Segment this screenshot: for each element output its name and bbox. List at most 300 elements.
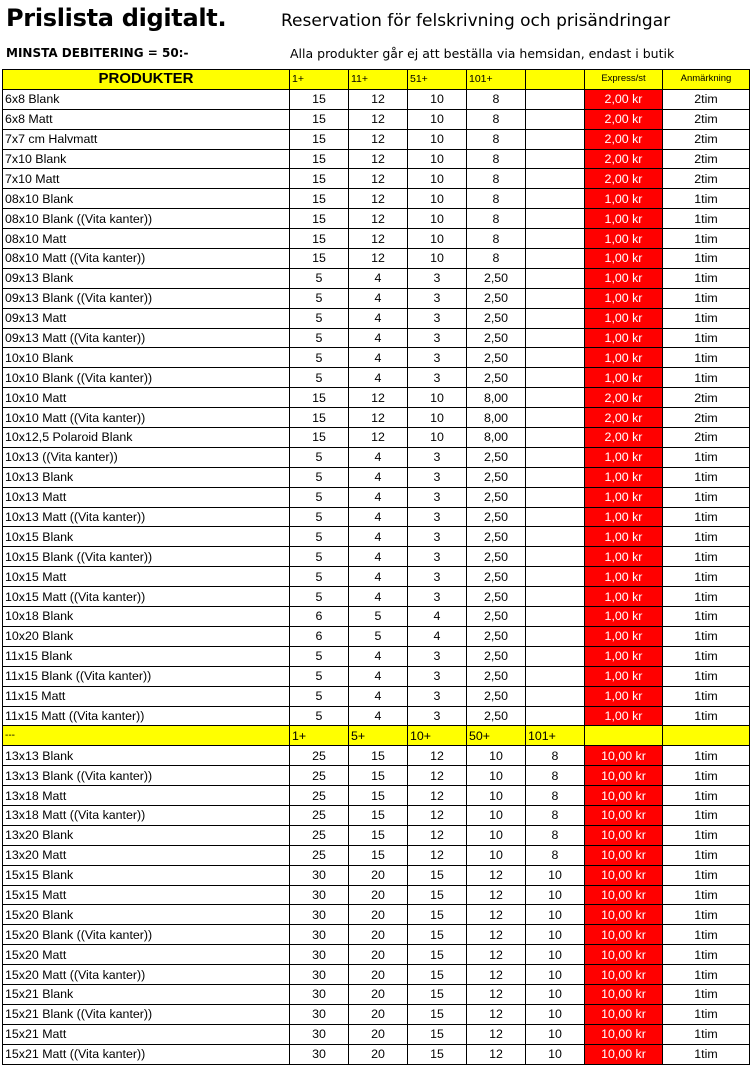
product-name: 11x15 Blank ((Vita kanter)) <box>3 666 290 686</box>
price-tier-5: 10 <box>526 905 585 925</box>
remark: 1tim <box>663 308 750 328</box>
price-tier-3: 10 <box>408 229 467 249</box>
price-tier-3: 3 <box>408 507 467 527</box>
price-tier-3: 15 <box>408 925 467 945</box>
table-row <box>3 249 750 269</box>
price-tier-3: 12 <box>408 805 467 825</box>
price-tier-3: 3 <box>408 308 467 328</box>
product-name: 13x18 Matt <box>3 786 290 806</box>
remark: 1tim <box>663 288 750 308</box>
remark: 1tim <box>663 229 750 249</box>
price-tier-5 <box>526 268 585 288</box>
price-tier-2: 12 <box>349 229 408 249</box>
product-name: 11x15 Matt ((Vita kanter)) <box>3 706 290 726</box>
header-tier-3: 51+ <box>408 70 467 90</box>
price-tier-3: 10 <box>408 249 467 269</box>
price-tier-5 <box>526 189 585 209</box>
price-tier-4: 2,50 <box>467 527 526 547</box>
product-name: 15x20 Blank ((Vita kanter)) <box>3 925 290 945</box>
product-name: 10x20 Blank <box>3 626 290 646</box>
express-price: 1,00 kr <box>585 229 663 249</box>
table-row <box>3 408 750 428</box>
product-name: 09x13 Matt <box>3 308 290 328</box>
price-tier-4: 12 <box>467 965 526 985</box>
price-table <box>2 69 750 1065</box>
price-tier-4: 2,50 <box>467 328 526 348</box>
express-price: 10,00 kr <box>585 885 663 905</box>
price-tier-3: 12 <box>408 825 467 845</box>
product-name: 10x13 ((Vita kanter)) <box>3 447 290 467</box>
price-tier-5 <box>526 229 585 249</box>
product-name: 15x20 Matt ((Vita kanter)) <box>3 965 290 985</box>
price-tier-2: 20 <box>349 965 408 985</box>
price-tier-5 <box>526 388 585 408</box>
price-tier-1: 30 <box>290 925 349 945</box>
price-tier-5 <box>526 686 585 706</box>
price-tier-4: 12 <box>467 1024 526 1044</box>
express-price: 2,00 kr <box>585 169 663 189</box>
price-tier-3: 15 <box>408 984 467 1004</box>
remark: 1tim <box>663 965 750 985</box>
product-name: 7x10 Blank <box>3 149 290 169</box>
remark: 1tim <box>663 746 750 766</box>
price-tier-2: 15 <box>349 805 408 825</box>
price-tier-2: 4 <box>349 308 408 328</box>
price-tier-1: 30 <box>290 905 349 925</box>
price-tier-4: 2,50 <box>467 587 526 607</box>
price-tier-2: 4 <box>349 328 408 348</box>
price-tier-1: 5 <box>290 646 349 666</box>
price-tier-5: 8 <box>526 825 585 845</box>
price-tier-2: 12 <box>349 189 408 209</box>
price-tier-3: 15 <box>408 1024 467 1044</box>
express-price: 1,00 kr <box>585 686 663 706</box>
express-price: 1,00 kr <box>585 288 663 308</box>
price-tier-4: 12 <box>467 865 526 885</box>
price-tier-4: 2,50 <box>467 547 526 567</box>
express-price: 1,00 kr <box>585 607 663 627</box>
table-row <box>3 288 750 308</box>
price-tier-3: 3 <box>408 487 467 507</box>
price-tier-2: 4 <box>349 268 408 288</box>
price-tier-4: 8,00 <box>467 408 526 428</box>
table-row <box>3 229 750 249</box>
remark: 1tim <box>663 1004 750 1024</box>
price-tier-1: 30 <box>290 865 349 885</box>
price-tier-1: 15 <box>290 149 349 169</box>
price-tier-5 <box>526 487 585 507</box>
remark: 1tim <box>663 348 750 368</box>
price-tier-2: 12 <box>349 209 408 229</box>
price-tier-4: 2,50 <box>467 467 526 487</box>
price-tier-5 <box>526 467 585 487</box>
remark: 1tim <box>663 666 750 686</box>
product-name: 13x18 Matt ((Vita kanter)) <box>3 805 290 825</box>
express-price: 1,00 kr <box>585 507 663 527</box>
price-tier-1: 5 <box>290 308 349 328</box>
price-tier-4: 2,50 <box>467 646 526 666</box>
ordering-note: Alla produkter går ej att beställa via hemsidan, endast i butik <box>290 46 675 61</box>
price-tier-3: 15 <box>408 965 467 985</box>
price-tier-2: 12 <box>349 408 408 428</box>
subheader-remark <box>663 726 750 746</box>
price-tier-3: 3 <box>408 328 467 348</box>
table-row <box>3 825 750 845</box>
price-tier-5 <box>526 89 585 109</box>
express-price: 2,00 kr <box>585 388 663 408</box>
remark: 1tim <box>663 626 750 646</box>
table-row <box>3 348 750 368</box>
table-row <box>3 965 750 985</box>
table-row <box>3 487 750 507</box>
express-price: 1,00 kr <box>585 527 663 547</box>
price-tier-2: 15 <box>349 766 408 786</box>
price-tier-1: 15 <box>290 209 349 229</box>
price-tier-1: 5 <box>290 706 349 726</box>
price-tier-5 <box>526 646 585 666</box>
price-tier-2: 15 <box>349 845 408 865</box>
table-row <box>3 89 750 109</box>
price-tier-2: 15 <box>349 746 408 766</box>
price-tier-2: 12 <box>349 149 408 169</box>
express-price: 10,00 kr <box>585 786 663 806</box>
express-price: 10,00 kr <box>585 746 663 766</box>
price-tier-4: 12 <box>467 925 526 945</box>
price-tier-5 <box>526 328 585 348</box>
price-tier-3: 15 <box>408 945 467 965</box>
remark: 1tim <box>663 686 750 706</box>
product-name: 10x15 Blank ((Vita kanter)) <box>3 547 290 567</box>
price-tier-3: 3 <box>408 646 467 666</box>
price-tier-5 <box>526 109 585 129</box>
remark: 1tim <box>663 945 750 965</box>
price-tier-1: 30 <box>290 965 349 985</box>
express-price: 10,00 kr <box>585 1004 663 1024</box>
express-price: 1,00 kr <box>585 348 663 368</box>
price-tier-5: 10 <box>526 1004 585 1024</box>
express-price: 10,00 kr <box>585 1044 663 1064</box>
product-name: 10x15 Blank <box>3 527 290 547</box>
price-tier-3: 3 <box>408 288 467 308</box>
price-tier-5: 8 <box>526 805 585 825</box>
remark: 1tim <box>663 368 750 388</box>
price-tier-2: 4 <box>349 587 408 607</box>
page-title: Prislista digitalt. <box>6 4 227 32</box>
price-tier-2: 4 <box>349 447 408 467</box>
express-price: 2,00 kr <box>585 408 663 428</box>
price-tier-2: 12 <box>349 169 408 189</box>
remark: 1tim <box>663 189 750 209</box>
table-row <box>3 1024 750 1044</box>
price-tier-5 <box>526 666 585 686</box>
remark: 1tim <box>663 646 750 666</box>
price-tier-4: 2,50 <box>467 288 526 308</box>
price-tier-3: 10 <box>408 169 467 189</box>
price-tier-1: 25 <box>290 825 349 845</box>
product-name: 08x10 Matt ((Vita kanter)) <box>3 249 290 269</box>
price-tier-4: 10 <box>467 805 526 825</box>
price-tier-5: 8 <box>526 786 585 806</box>
price-tier-1: 15 <box>290 169 349 189</box>
header-express: Express/st <box>585 70 663 90</box>
price-tier-2: 15 <box>349 825 408 845</box>
express-price: 1,00 kr <box>585 467 663 487</box>
express-price: 1,00 kr <box>585 547 663 567</box>
express-price: 1,00 kr <box>585 308 663 328</box>
price-tier-4: 2,50 <box>467 368 526 388</box>
express-price: 10,00 kr <box>585 825 663 845</box>
price-tier-3: 10 <box>408 388 467 408</box>
price-tier-3: 3 <box>408 666 467 686</box>
price-tier-2: 20 <box>349 1024 408 1044</box>
price-tier-2: 12 <box>349 109 408 129</box>
remark: 1tim <box>663 1044 750 1064</box>
price-tier-5: 8 <box>526 845 585 865</box>
price-tier-2: 15 <box>349 786 408 806</box>
product-name: 15x15 Blank <box>3 865 290 885</box>
remark: 2tim <box>663 388 750 408</box>
price-tier-2: 4 <box>349 368 408 388</box>
product-name: 7x10 Matt <box>3 169 290 189</box>
price-tier-2: 12 <box>349 428 408 448</box>
product-name: 15x21 Matt ((Vita kanter)) <box>3 1044 290 1064</box>
price-tier-2: 12 <box>349 129 408 149</box>
price-tier-5 <box>526 607 585 627</box>
express-price: 1,00 kr <box>585 368 663 388</box>
product-name: 6x8 Blank <box>3 89 290 109</box>
remark: 1tim <box>663 885 750 905</box>
price-tier-1: 15 <box>290 129 349 149</box>
price-tier-5 <box>526 447 585 467</box>
table-row <box>3 945 750 965</box>
table-row <box>3 209 750 229</box>
table-row <box>3 527 750 547</box>
price-tier-2: 20 <box>349 925 408 945</box>
product-name: 09x13 Blank ((Vita kanter)) <box>3 288 290 308</box>
product-name: 08x10 Blank ((Vita kanter)) <box>3 209 290 229</box>
price-tier-2: 4 <box>349 646 408 666</box>
price-tier-4: 10 <box>467 766 526 786</box>
remark: 1tim <box>663 825 750 845</box>
subheader-t1: 1+ <box>290 726 349 746</box>
table-row <box>3 129 750 149</box>
table-row <box>3 845 750 865</box>
price-tier-4: 10 <box>467 825 526 845</box>
price-tier-3: 12 <box>408 766 467 786</box>
price-tier-3: 3 <box>408 567 467 587</box>
price-tier-4: 2,50 <box>467 507 526 527</box>
price-tier-1: 6 <box>290 626 349 646</box>
subheader-products: --- <box>3 726 290 746</box>
price-tier-5 <box>526 169 585 189</box>
price-tier-4: 12 <box>467 905 526 925</box>
price-tier-1: 15 <box>290 249 349 269</box>
price-tier-3: 10 <box>408 408 467 428</box>
product-name: 10x15 Matt <box>3 567 290 587</box>
table-row <box>3 626 750 646</box>
price-tier-2: 4 <box>349 507 408 527</box>
price-tier-3: 3 <box>408 348 467 368</box>
price-tier-5 <box>526 368 585 388</box>
price-tier-5 <box>526 149 585 169</box>
express-price: 1,00 kr <box>585 567 663 587</box>
express-price: 1,00 kr <box>585 447 663 467</box>
price-tier-5 <box>526 129 585 149</box>
table-row <box>3 607 750 627</box>
price-tier-2: 20 <box>349 1004 408 1024</box>
product-name: 13x20 Blank <box>3 825 290 845</box>
price-tier-5 <box>526 527 585 547</box>
price-tier-3: 3 <box>408 527 467 547</box>
subheader-t2: 5+ <box>349 726 408 746</box>
express-price: 2,00 kr <box>585 129 663 149</box>
table-row <box>3 786 750 806</box>
remark: 1tim <box>663 209 750 229</box>
price-tier-3: 4 <box>408 607 467 627</box>
price-tier-2: 4 <box>349 686 408 706</box>
header-tier-5 <box>526 70 585 90</box>
express-price: 10,00 kr <box>585 905 663 925</box>
price-tier-3: 4 <box>408 626 467 646</box>
price-tier-2: 12 <box>349 249 408 269</box>
price-tier-4: 12 <box>467 984 526 1004</box>
price-tier-2: 20 <box>349 905 408 925</box>
price-tier-4: 8 <box>467 189 526 209</box>
table-row <box>3 169 750 189</box>
express-price: 10,00 kr <box>585 1024 663 1044</box>
price-tier-4: 2,50 <box>467 447 526 467</box>
subheader-t4: 50+ <box>467 726 526 746</box>
price-tier-1: 5 <box>290 368 349 388</box>
price-tier-2: 4 <box>349 288 408 308</box>
remark: 1tim <box>663 467 750 487</box>
product-name: 10x13 Matt ((Vita kanter)) <box>3 507 290 527</box>
price-tier-2: 5 <box>349 607 408 627</box>
table-row <box>3 368 750 388</box>
express-price: 10,00 kr <box>585 845 663 865</box>
remark: 2tim <box>663 129 750 149</box>
remark: 2tim <box>663 169 750 189</box>
remark: 1tim <box>663 507 750 527</box>
product-name: 15x21 Blank <box>3 984 290 1004</box>
remark: 2tim <box>663 89 750 109</box>
remark: 1tim <box>663 447 750 467</box>
remark: 1tim <box>663 766 750 786</box>
price-tier-3: 15 <box>408 865 467 885</box>
price-tier-5: 10 <box>526 885 585 905</box>
table-row <box>3 1004 750 1024</box>
price-tier-3: 10 <box>408 129 467 149</box>
price-tier-4: 2,50 <box>467 686 526 706</box>
price-tier-3: 3 <box>408 686 467 706</box>
product-name: 08x10 Blank <box>3 189 290 209</box>
product-name: 13x20 Matt <box>3 845 290 865</box>
table-row <box>3 388 750 408</box>
price-tier-3: 3 <box>408 547 467 567</box>
remark: 2tim <box>663 428 750 448</box>
product-name: 15x21 Matt <box>3 1024 290 1044</box>
price-tier-1: 5 <box>290 527 349 547</box>
price-tier-5 <box>526 428 585 448</box>
table-row <box>3 885 750 905</box>
table-row <box>3 428 750 448</box>
table-row <box>3 706 750 726</box>
table-row <box>3 587 750 607</box>
price-tier-3: 10 <box>408 189 467 209</box>
price-tier-3: 3 <box>408 368 467 388</box>
price-tier-5 <box>526 288 585 308</box>
price-tier-3: 12 <box>408 786 467 806</box>
remark: 1tim <box>663 587 750 607</box>
price-tier-2: 20 <box>349 885 408 905</box>
price-tier-4: 12 <box>467 1004 526 1024</box>
price-tier-1: 15 <box>290 189 349 209</box>
subheader-express <box>585 726 663 746</box>
express-price: 1,00 kr <box>585 487 663 507</box>
express-price: 10,00 kr <box>585 865 663 885</box>
price-tier-4: 8 <box>467 209 526 229</box>
express-price: 1,00 kr <box>585 209 663 229</box>
express-price: 1,00 kr <box>585 268 663 288</box>
remark: 1tim <box>663 268 750 288</box>
table-row <box>3 865 750 885</box>
price-tier-4: 8,00 <box>467 388 526 408</box>
price-tier-3: 3 <box>408 467 467 487</box>
price-tier-4: 10 <box>467 746 526 766</box>
remark: 1tim <box>663 805 750 825</box>
express-price: 10,00 kr <box>585 945 663 965</box>
express-price: 1,00 kr <box>585 666 663 686</box>
price-tier-2: 4 <box>349 527 408 547</box>
price-tier-4: 8 <box>467 229 526 249</box>
price-tier-4: 8 <box>467 89 526 109</box>
price-tier-1: 15 <box>290 229 349 249</box>
remark: 1tim <box>663 567 750 587</box>
table-row <box>3 746 750 766</box>
product-name: 15x20 Matt <box>3 945 290 965</box>
price-tier-2: 4 <box>349 666 408 686</box>
product-name: 10x10 Matt <box>3 388 290 408</box>
price-tier-2: 20 <box>349 1044 408 1064</box>
price-tier-4: 8 <box>467 149 526 169</box>
table-row <box>3 666 750 686</box>
express-price: 10,00 kr <box>585 925 663 945</box>
product-name: 10x12,5 Polaroid Blank <box>3 428 290 448</box>
product-name: 10x13 Blank <box>3 467 290 487</box>
price-tier-2: 4 <box>349 547 408 567</box>
product-name: 10x18 Blank <box>3 607 290 627</box>
price-tier-5: 10 <box>526 925 585 945</box>
product-name: 10x15 Matt ((Vita kanter)) <box>3 587 290 607</box>
minimum-debit-note: MINSTA DEBITERING = 50:- <box>6 46 189 60</box>
price-tier-1: 5 <box>290 547 349 567</box>
express-price: 10,00 kr <box>585 965 663 985</box>
remark: 1tim <box>663 487 750 507</box>
price-tier-3: 10 <box>408 109 467 129</box>
price-tier-3: 3 <box>408 706 467 726</box>
product-name: 6x8 Matt <box>3 109 290 129</box>
price-tier-2: 12 <box>349 388 408 408</box>
price-tier-5: 8 <box>526 746 585 766</box>
price-tier-1: 6 <box>290 607 349 627</box>
price-tier-2: 20 <box>349 984 408 1004</box>
header-remark: Anmärkning <box>663 70 750 90</box>
product-name: 10x10 Blank ((Vita kanter)) <box>3 368 290 388</box>
table-row <box>3 646 750 666</box>
table-row <box>3 905 750 925</box>
price-tier-4: 12 <box>467 945 526 965</box>
remark: 1tim <box>663 706 750 726</box>
